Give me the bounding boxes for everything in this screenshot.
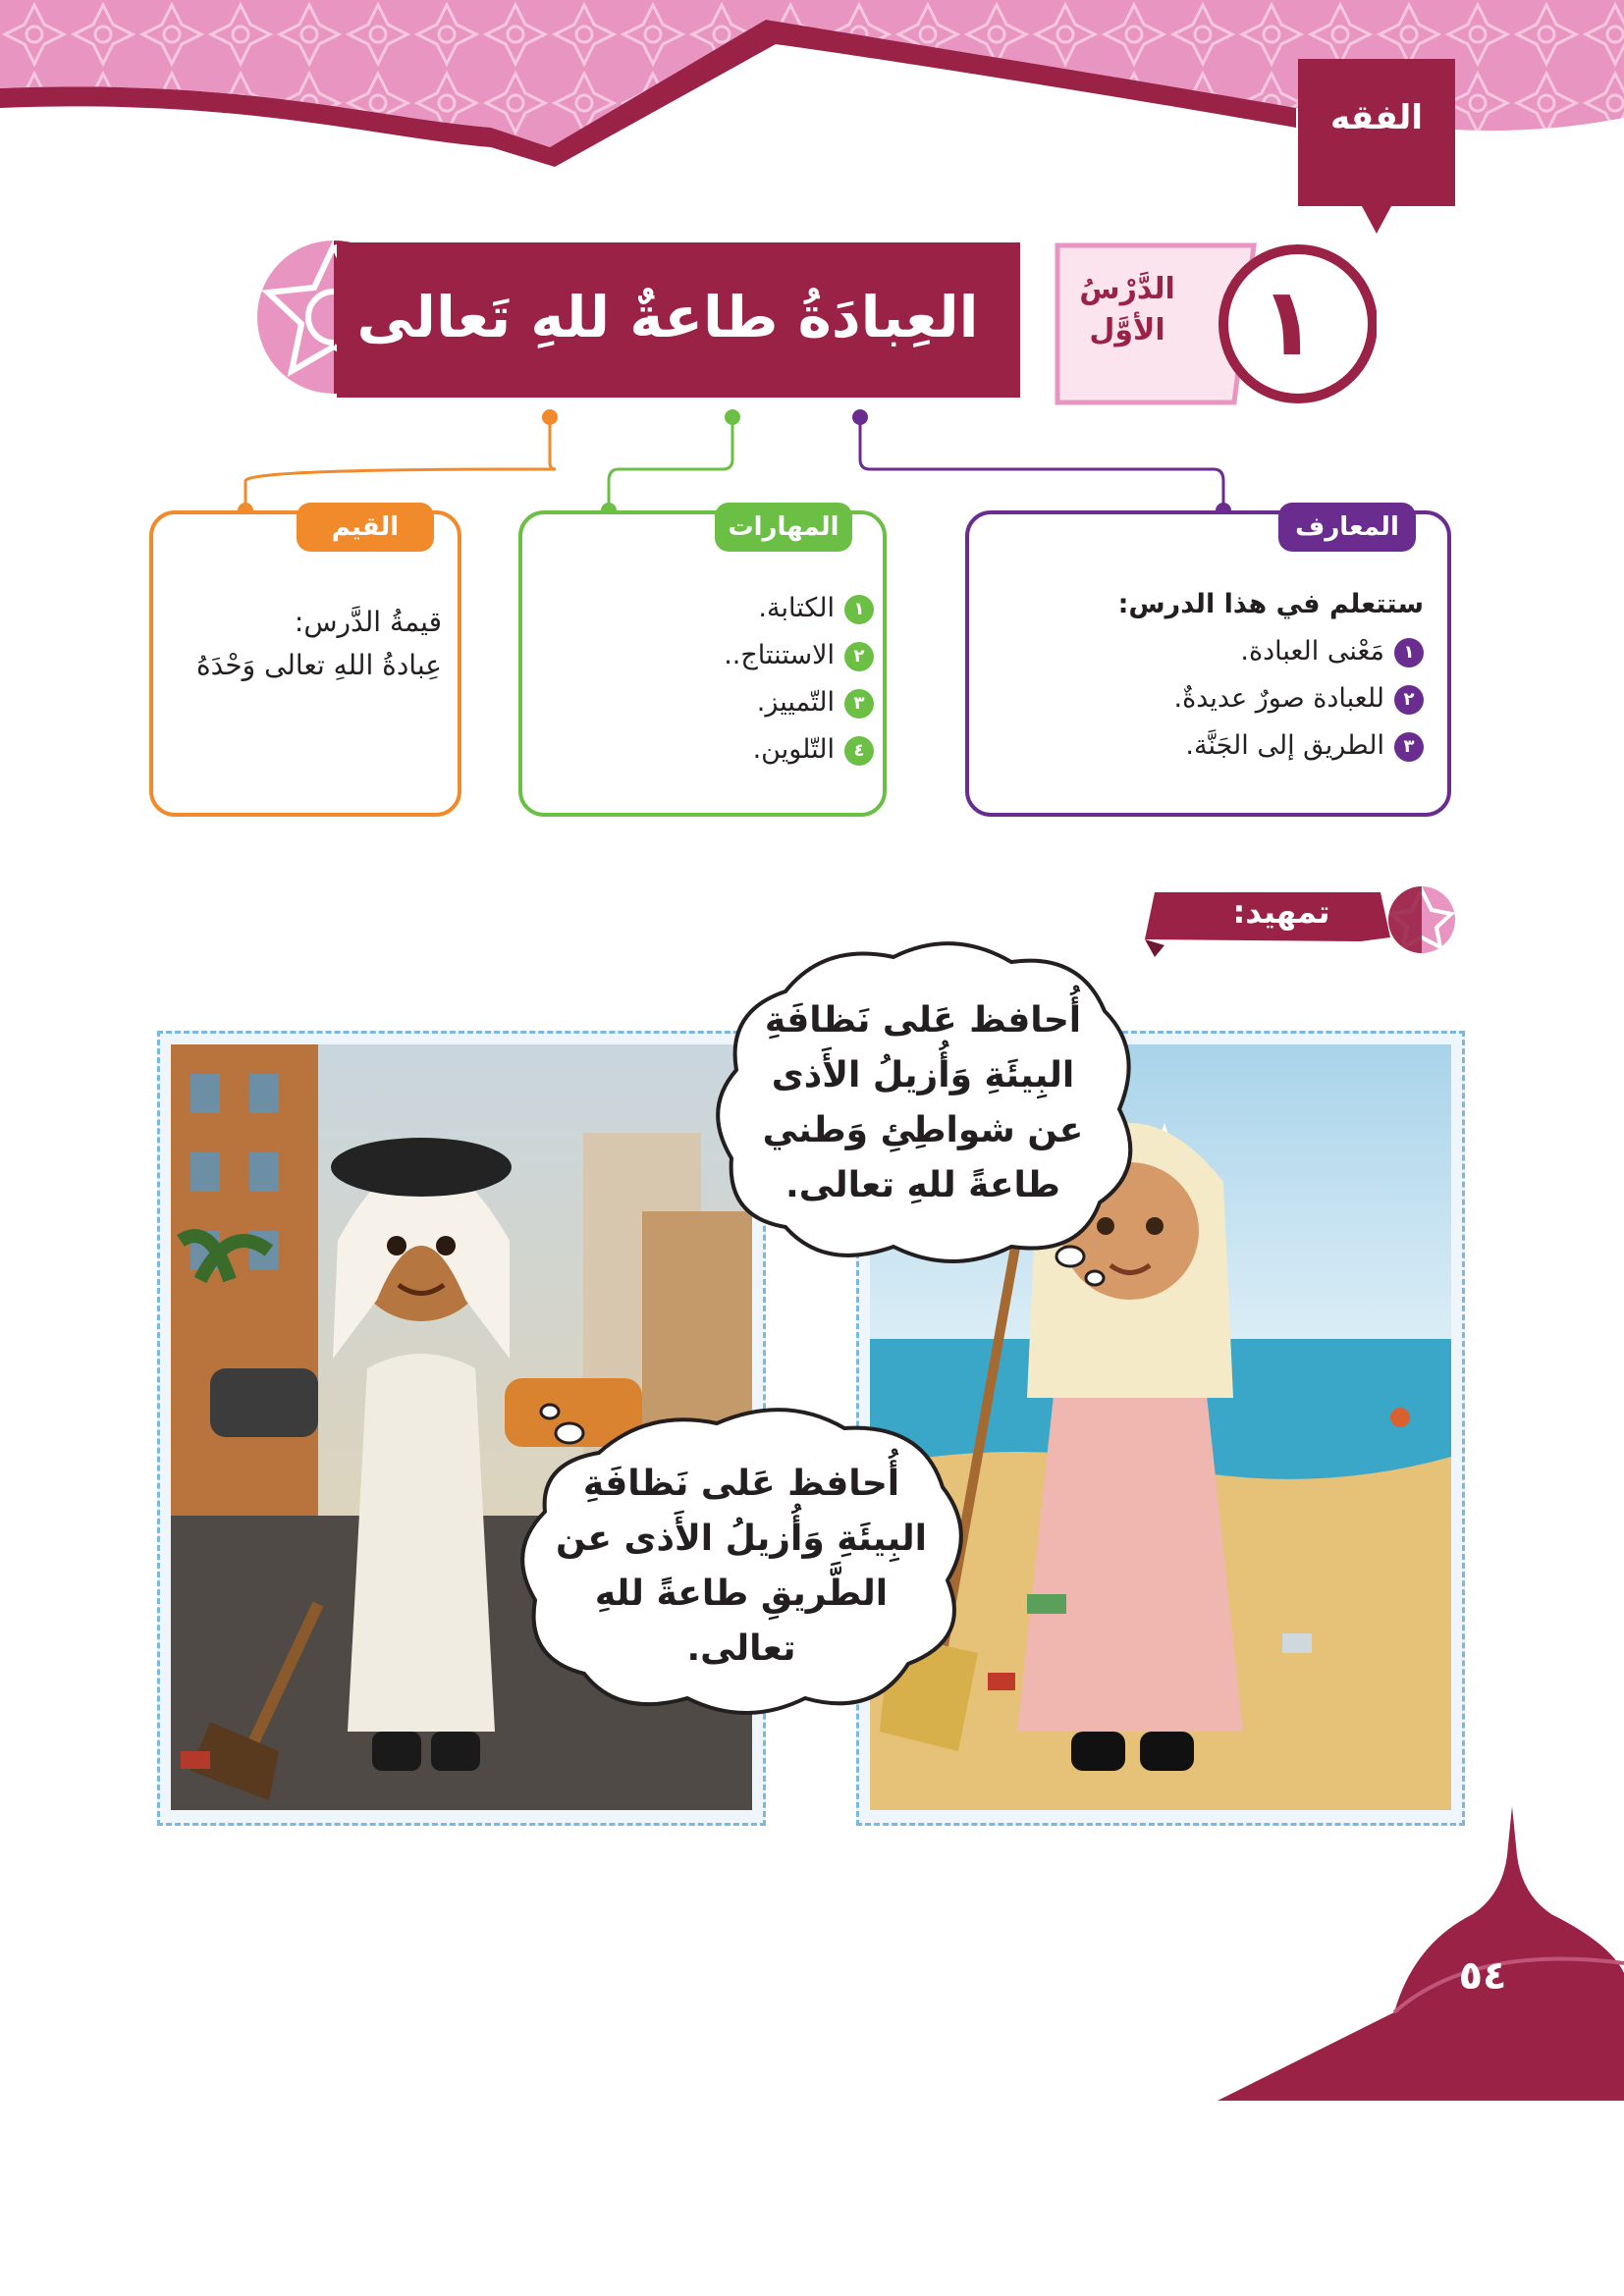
knowledge-intro: ستتعلم في هذا الدرس: [1117,589,1424,619]
knowledge-item [992,628,1424,675]
number-marker: ١ [1394,638,1424,667]
subject-tab [1298,59,1455,234]
knowledge-item [992,675,1424,722]
lesson-word: الدَّرْسُ الأوَّل [1079,272,1175,347]
skills-item-text: الاستنتاج.. [724,640,835,670]
number-marker: ٢ [844,642,874,671]
number-marker: ٣ [844,689,874,719]
boy-speech-text: أُحافظ عَلى نَظافَةِ البِيئَةِ وَأُزيلُ الأَذى عن الطَّريقِ طاعةً للهِ تعالى. [555,1464,928,1669]
knowledge-item [992,722,1424,770]
skills-header: المهارات [715,503,852,552]
lesson-title: العِبادَةُ طاعةٌ للهِ تَعالى [356,284,979,350]
subject-label: الفقه [1330,98,1423,137]
knowledge-item-text: مَعْنى العبادة. [1240,636,1384,667]
skills-item [550,679,874,726]
knowledge-item-text: الطريق إلى الجَنَّة. [1185,730,1384,761]
lesson-number: ١ [1259,267,1318,377]
values-line-2: عِبادةُ اللهِ تعالى وَحْدَهُ [195,649,442,681]
intro-label: تمهيد: [1232,893,1330,931]
footer-mosque-dome [1218,1796,1624,2101]
values-body [167,601,442,687]
values-line-1: قيمةُ الدَّرس: [294,606,442,638]
girl-speech-text: أُحافظ عَلى نَظافَةِ البِيئَةِ وَأُزيلُ الأَذى عن شواطِئِ وَطني طاعةً للهِ تعالى. [762,1000,1084,1205]
skills-item [550,632,874,679]
page-number: ٥٤ [1458,1953,1507,1999]
knowledge-header: المعارف [1278,503,1416,552]
knowledge-item-text: للعبادة صورٌ عديدةٌ. [1173,683,1384,714]
number-marker: ٢ [1394,685,1424,715]
values-header: القيم [297,503,434,552]
skills-item-text: التّلوين. [752,734,835,765]
number-marker: ٣ [1394,732,1424,762]
skills-body [550,585,874,774]
skills-item-text: التّمييز. [756,687,835,718]
knowledge-body [992,581,1424,770]
skills-item [550,726,874,774]
skills-item [550,585,874,632]
number-marker: ١ [844,595,874,624]
number-marker: ٤ [844,736,874,766]
skills-item-text: الكتابة. [758,593,835,623]
